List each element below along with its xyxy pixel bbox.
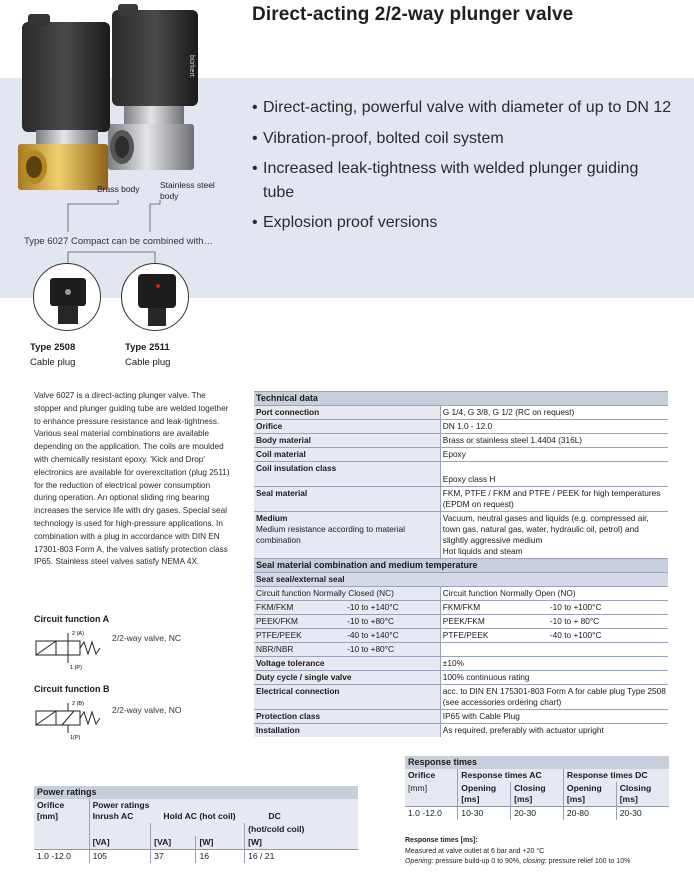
circuit-a-label: 2/2-way valve, NC: [112, 633, 181, 643]
steel-body-label: Stainless steel body: [160, 180, 215, 201]
table-row: Protection class IP65 with Cable Plug: [254, 710, 668, 724]
response-note: Response times [ms]: Measured at valve outlet at 6 bar and +20 °C Opening: pressure build-up 0 to 90%, closing: pressure relief 100 to 10%: [405, 837, 631, 865]
table-row: Port connection G 1/4, G 3/8, G 1/2 (RC on request): [254, 406, 668, 420]
power-header: Power ratings: [34, 786, 358, 799]
brass-body-label: Brass body: [97, 184, 140, 194]
table-row: PEEK/FKM -10 to +80°C PEEK/FKM -10 to + 80°C: [254, 615, 668, 629]
cable-plug-2511-image: [121, 263, 189, 331]
page-title: Direct-acting 2/2-way plunger valve: [252, 4, 574, 25]
brand-logo: bürkert: [188, 55, 195, 77]
table-row: 1.0 -12.0 10-30 20-30 20-80 20-30: [405, 807, 669, 821]
cable-plug-2508-image: [33, 263, 101, 331]
table-row: Coil material Epoxy: [254, 448, 668, 462]
port-2-label: 2 (B): [72, 701, 84, 707]
table-row: PTFE/PEEK -40 to +140°C PTFE/PEEK -40 to +100°C: [254, 629, 668, 643]
table-row: Circuit function Normally Closed (NC) Circuit function Normally Open (NO): [254, 587, 668, 601]
seat-header: Seat seal/external seal: [254, 573, 668, 587]
tech-header: Technical data: [254, 392, 668, 406]
feature-item: • Direct-acting, powerful valve with diameter of up to DN 12: [252, 99, 672, 116]
valve-product-image: [0, 0, 252, 206]
feature-list: [252, 96, 672, 242]
technical-data-table: [254, 391, 668, 737]
product-description: Valve 6027 is a direct-acting plunger valve. The stopper and plunger guiding tube are welded together to enhance pressure resistance and leak-tightness. Various seal material combinations are available depending on the application. The coils are moulded with chemically resistant epoxy. 'Kick and Drop' electronics are available for overexcitation (plug 2511) for the reduction of electrical power consumption during operation. An optional sliding ring bearing increases the service life with dry gases. Special seal technology is used for high-pressure applications. In combination with a plug in accordance with DIN EN 17301-803 Form A, the valves satisfy protection class IP65. Stainless steel valves satisfy NEMA 4X.: [34, 391, 230, 567]
table-row: Orifice DN 1.0 - 12.0: [254, 420, 668, 434]
response-times-table: Response times Orifice Response times AC Response times DC [mm] Opening [ms] Closing [ms] Opening [ms] Closing [ms] 1.0 -12.0 10-30 20-30 20-80 20-30: [405, 756, 669, 820]
circuit-a-symbol: [34, 627, 114, 671]
circuit-b-symbol: [34, 697, 114, 741]
table-row: Duty cycle / single valve 100% continuous rating: [254, 671, 668, 685]
table-row: FKM/FKM -10 to +140°C FKM/FKM -10 to +100°C: [254, 601, 668, 615]
circuit-b-title: Circuit function B: [34, 684, 110, 694]
table-row: Installation As required, preferably with actuator upright: [254, 724, 668, 738]
plug-2511-label: Type 2511 Cable plug: [125, 342, 171, 368]
combination-note: Type 6027 Compact can be combined with…: [24, 236, 214, 247]
table-row: 1.0 -12.0 105 37 16 16 / 21: [34, 850, 358, 864]
table-row: Seal material FKM, PTFE / FKM and PTFE / PEEK for high temperatures (EPDM on request): [254, 487, 668, 512]
plug-2508-label: Type 2508 Cable plug: [30, 342, 76, 368]
table-row: Coil insulation class Epoxy class H: [254, 462, 668, 487]
table-row: NBR/NBR -10 to +80°C: [254, 643, 668, 657]
feature-item: • Explosion proof versions: [252, 214, 438, 231]
power-ratings-table: Power ratings Orifice [mm] Power ratings Inrush AC Hold AC (hot coil) DC (hot/cold coil) [VA] [VA] [W] [W] 1.0 -12.0 105 37 16 16 / 21: [34, 786, 358, 863]
port-1-label: 1 (P): [70, 665, 82, 671]
combo-header: Seal material combination and medium temperature: [254, 559, 668, 573]
port-2-label: 2 (A): [72, 631, 84, 637]
circuit-a-title: Circuit function A: [34, 614, 110, 624]
circuit-b-label: 2/2-way valve, NO: [112, 705, 182, 715]
table-row: Electrical connection acc. to DIN EN 175301-803 Form A for cable plug Type 2508 (see accessories ordering chart): [254, 685, 668, 710]
feature-item: • Increased leak-tightness with welded plunger guiding tube: [252, 160, 639, 201]
response-header: Response times: [405, 756, 669, 769]
port-1-label: 1(P): [70, 735, 81, 741]
feature-item: • Vibration-proof, bolted coil system: [252, 129, 504, 147]
table-row: Voltage tolerance ±10%: [254, 657, 668, 671]
table-row: Body material Brass or stainless steel 1.4404 (316L): [254, 434, 668, 448]
table-row: Medium Medium resistance according to material combination Vacuum, neutral gases and liquids (e.g. compressed air, town gas, natural gas, water, hydraulic oil, petrol) and slightly aggressive medium Hot liquids and steam: [254, 512, 668, 559]
